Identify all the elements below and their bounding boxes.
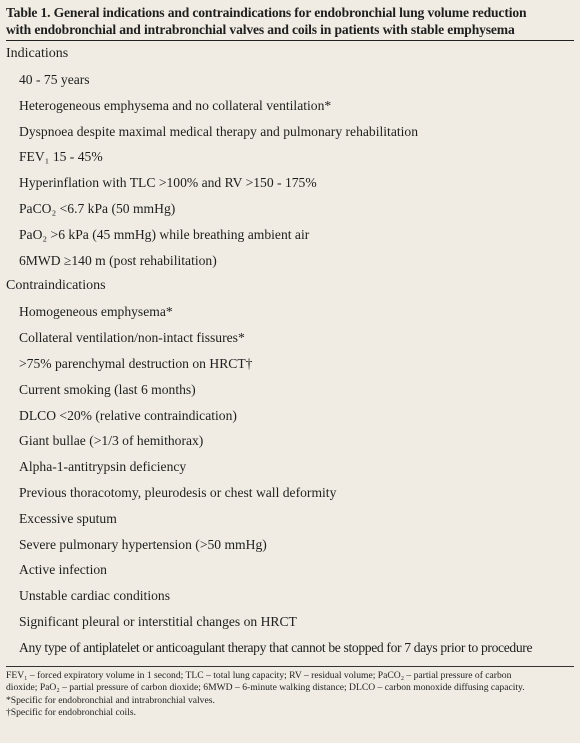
table-title bbox=[6, 0, 574, 38]
indications-list bbox=[6, 67, 574, 273]
list-item: Collateral ventilation/non-intact fissures* bbox=[19, 330, 245, 346]
footnote-abbreviations-1: FEV₁ – forced expiratory volume in 1 second; TLC – total lung capacity; RV – residual volume; PaCO₂ – partial pressure of carbon bbox=[6, 669, 512, 681]
list-item: Hyperinflation with TLC >100% and RV >150 - 175% bbox=[19, 175, 317, 191]
footnotes bbox=[6, 667, 574, 720]
list-item: Dyspnoea despite maximal medical therapy and pulmonary rehabilitation bbox=[19, 123, 419, 139]
list-item: Significant pleural or interstitial changes on HRCT bbox=[19, 613, 297, 629]
list-item: Current smoking (last 6 months) bbox=[19, 381, 196, 397]
contraindications-list bbox=[6, 299, 574, 660]
list-item: Homogeneous emphysema* bbox=[19, 304, 173, 320]
section-heading-contraindications: Contraindications bbox=[6, 278, 106, 294]
list-item: Unstable cardiac conditions bbox=[19, 588, 170, 604]
list-item: Giant bullae (>1/3 of hemithorax) bbox=[19, 433, 204, 449]
footnote-star: *Specific for endobronchial and intrabronchial valves. bbox=[6, 694, 215, 706]
list-item: 6MWD ≥140 m (post rehabilitation) bbox=[19, 252, 217, 268]
list-item: FEV₁ 15 - 45% bbox=[19, 149, 103, 165]
section-heading-indications: Indications bbox=[6, 46, 69, 61]
list-item: Heterogeneous emphysema and no collateral ventilation* bbox=[19, 97, 332, 113]
footnote-abbreviations-2: dioxide; PaO₂ – partial pressure of carbon dioxide; 6MWD – 6-minute walking distance; DLCO – carbon monoxide diffusing capacity. bbox=[6, 682, 525, 694]
footnote-dagger: †Specific for endobronchial coils. bbox=[6, 707, 137, 719]
list-item: PaO₂ >6 kPa (45 mmHg) while breathing ambient air bbox=[19, 226, 310, 242]
list-item: Any type of antiplatelet or anticoagulant therapy that cannot be stopped for 7 days prior to procedure bbox=[19, 639, 533, 655]
table-title-line-1: Table 1. General indications and contraindications for endobronchial lung volume reduction bbox=[6, 5, 527, 20]
list-item: Severe pulmonary hypertension (>50 mmHg) bbox=[19, 536, 267, 552]
list-item: Active infection bbox=[19, 562, 107, 578]
list-item: PaCO₂ <6.7 kPa (50 mmHg) bbox=[19, 200, 176, 216]
table-title-line-2: with endobronchial and intrabronchial valves and coils in patients with stable emphysema bbox=[6, 22, 515, 37]
list-item: >75% parenchymal destruction on HRCT† bbox=[19, 355, 253, 371]
list-item: DLCO <20% (relative contraindication) bbox=[19, 407, 237, 423]
list-item: Alpha-1-antitrypsin deficiency bbox=[19, 459, 187, 475]
list-item: Excessive sputum bbox=[19, 510, 117, 526]
list-item: 40 - 75 years bbox=[19, 72, 90, 87]
list-item: Previous thoracotomy, pleurodesis or chest wall deformity bbox=[19, 484, 337, 500]
